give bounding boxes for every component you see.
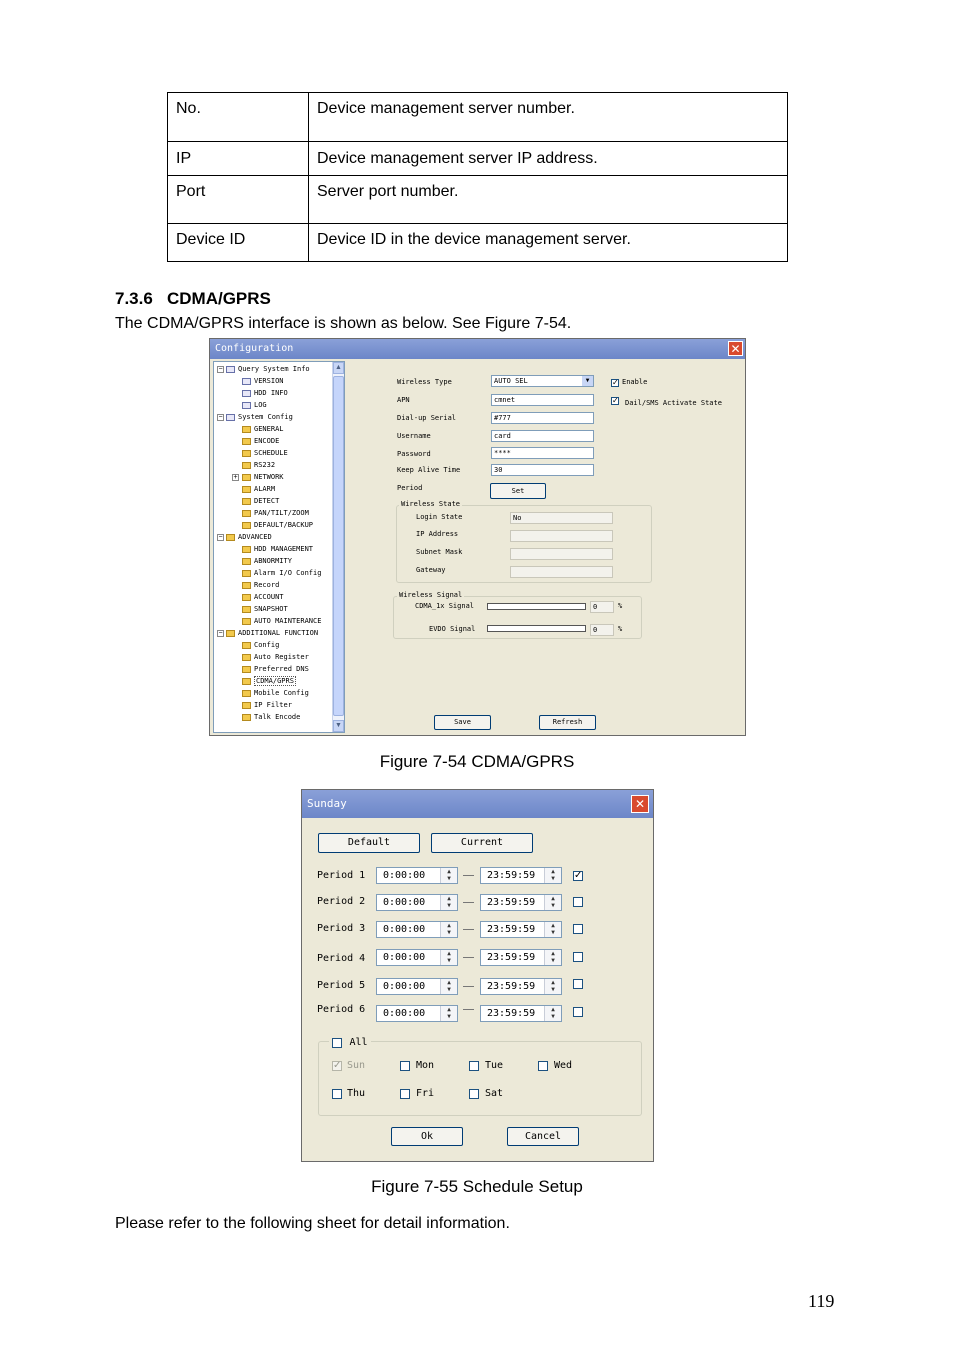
sat-label: Sat bbox=[485, 1088, 504, 1099]
tue-label: Tue bbox=[485, 1060, 504, 1071]
sun-checkbox: ✓ bbox=[333, 1060, 342, 1071]
period-checkbox[interactable]: ✓ bbox=[574, 870, 583, 881]
period-checkbox[interactable] bbox=[573, 924, 583, 934]
start-time-input[interactable]: 0:00:00 ▲ ▼ bbox=[376, 1005, 458, 1022]
schedule-window bbox=[301, 789, 654, 1162]
expand-icon[interactable]: + bbox=[233, 474, 238, 481]
set-button[interactable]: Set bbox=[490, 483, 546, 499]
fri-label: Fri bbox=[416, 1088, 435, 1099]
tree-item-alarm-io[interactable]: Alarm I/O Config bbox=[242, 567, 321, 579]
collapse-icon[interactable]: − bbox=[218, 366, 223, 373]
start-time-input[interactable]: 0:00:00 ▲ ▼ bbox=[376, 921, 458, 938]
fri-checkbox[interactable] bbox=[400, 1089, 410, 1099]
table-cell-desc: Device management server number. bbox=[309, 93, 788, 142]
start-time-input[interactable]: 0:00:00 ▲ ▼ bbox=[376, 949, 458, 966]
gateway-field bbox=[510, 566, 613, 578]
wed-label: Wed bbox=[554, 1060, 573, 1071]
tree-item-detect[interactable]: DETECT bbox=[242, 495, 279, 507]
folder-icon bbox=[242, 570, 251, 577]
enable-label: Enable bbox=[622, 378, 648, 386]
closing-paragraph: Please refer to the following sheet for detail information. bbox=[115, 1215, 510, 1232]
tree-item-auto-register[interactable]: Auto Register bbox=[242, 651, 309, 663]
spinner-icon[interactable]: ▲ ▼ bbox=[544, 895, 561, 910]
period-label: Period 6 bbox=[317, 1004, 366, 1015]
spinner-icon[interactable]: ▲ ▼ bbox=[544, 1006, 561, 1021]
login-state-field: No bbox=[510, 512, 613, 524]
table-cell-name: Device ID bbox=[168, 224, 309, 262]
all-checkbox[interactable] bbox=[332, 1038, 342, 1048]
period-label: Period 4 bbox=[317, 953, 366, 964]
period-label: Period 2 bbox=[317, 896, 366, 907]
scroll-thumb[interactable] bbox=[333, 376, 344, 716]
close-icon[interactable]: ✕ bbox=[631, 795, 649, 813]
cdma-signal-bar bbox=[487, 603, 586, 610]
tree-item-default-backup[interactable]: DEFAULT/BACKUP bbox=[242, 519, 313, 531]
folder-icon bbox=[242, 438, 251, 445]
folder-icon bbox=[226, 366, 235, 373]
ip-address-field bbox=[510, 530, 613, 542]
range-dash bbox=[463, 986, 474, 987]
page-number: 119 bbox=[808, 1291, 835, 1311]
spinner-icon[interactable]: ▲ ▼ bbox=[440, 868, 457, 883]
table-cell-desc: Device ID in the device management server. bbox=[309, 224, 788, 262]
tree-item-hdd-info[interactable]: HDD INFO bbox=[242, 387, 288, 399]
spinner-icon[interactable]: ▲ ▼ bbox=[544, 950, 561, 965]
dail-sms-checkbox[interactable]: ✓ bbox=[612, 396, 619, 405]
period-checkbox[interactable] bbox=[573, 897, 583, 907]
table-row bbox=[168, 93, 788, 142]
dial-serial-input[interactable]: #777 bbox=[491, 412, 594, 424]
range-dash bbox=[463, 1009, 474, 1010]
start-time-input[interactable]: 0:00:00 ▲ ▼ bbox=[376, 978, 458, 995]
folder-icon bbox=[242, 702, 251, 709]
tree-item-snapshot[interactable]: SNAPSHOT bbox=[242, 603, 288, 615]
spinner-icon[interactable]: ▲ ▼ bbox=[544, 922, 561, 937]
folder-icon bbox=[242, 666, 251, 673]
period-label: Period bbox=[397, 484, 423, 492]
spinner-icon[interactable]: ▲ ▼ bbox=[440, 1006, 457, 1021]
folder-icon bbox=[242, 714, 251, 721]
mon-checkbox[interactable] bbox=[400, 1061, 410, 1071]
tree-item-additional-function[interactable]: ADDITIONAL FUNCTION bbox=[226, 627, 318, 639]
percent-label: % bbox=[618, 602, 623, 610]
period-label: Period 1 bbox=[317, 870, 366, 881]
range-dash bbox=[463, 875, 474, 876]
end-time-input[interactable]: 23:59:59 ▲ ▼ bbox=[480, 894, 562, 911]
folder-icon bbox=[242, 522, 251, 529]
chevron-down-icon[interactable]: ▼ bbox=[582, 376, 593, 386]
subnet-mask-label: Subnet Mask bbox=[416, 548, 463, 556]
tue-checkbox[interactable] bbox=[469, 1061, 479, 1071]
tree-item-ip-filter[interactable]: IP Filter bbox=[242, 699, 292, 711]
tree-item-version[interactable]: VERSION bbox=[242, 375, 284, 387]
table-cell-name: IP bbox=[168, 142, 309, 176]
start-time-input[interactable]: 0:00:00 ▲ ▼ bbox=[376, 867, 458, 884]
sun-label: Sun bbox=[347, 1060, 366, 1071]
table-cell-name: No. bbox=[168, 93, 309, 142]
percent-label: % bbox=[618, 625, 623, 633]
folder-icon bbox=[242, 690, 251, 697]
tree-item-log[interactable]: LOG bbox=[242, 399, 267, 411]
folder-icon bbox=[242, 462, 251, 469]
spinner-icon[interactable]: ▲ ▼ bbox=[440, 922, 457, 937]
tree-item-encode[interactable]: ENCODE bbox=[242, 435, 279, 447]
all-label: All bbox=[349, 1037, 368, 1049]
tree-scrollbar[interactable] bbox=[332, 362, 344, 732]
mon-label: Mon bbox=[416, 1060, 435, 1071]
password-input[interactable]: **** bbox=[491, 447, 594, 459]
document-icon bbox=[242, 378, 251, 385]
range-dash bbox=[463, 929, 474, 930]
wireless-type-select[interactable]: AUTO SEL ▼ bbox=[491, 375, 594, 387]
table-row bbox=[168, 142, 788, 176]
folder-icon bbox=[242, 486, 251, 493]
config-tree[interactable] bbox=[213, 361, 345, 733]
folder-icon bbox=[242, 582, 251, 589]
period-label: Period 5 bbox=[317, 980, 366, 991]
table-row bbox=[168, 224, 788, 262]
current-button[interactable]: Current bbox=[431, 833, 533, 853]
apn-input[interactable]: cmnet bbox=[491, 394, 594, 406]
folder-icon bbox=[242, 426, 251, 433]
period-checkbox[interactable] bbox=[573, 952, 583, 962]
section-number: 7.3.6 bbox=[115, 289, 153, 308]
apn-label: APN bbox=[397, 396, 410, 404]
document-icon bbox=[242, 402, 251, 409]
cdma-signal-value: 0 bbox=[590, 601, 614, 613]
folder-icon bbox=[242, 642, 251, 649]
folder-icon bbox=[242, 606, 251, 613]
period-label: Period 3 bbox=[317, 923, 366, 934]
spinner-icon[interactable]: ▲ ▼ bbox=[440, 950, 457, 965]
folder-icon bbox=[242, 450, 251, 457]
dial-serial-label: Dial-up Serial bbox=[397, 414, 457, 422]
days-group bbox=[318, 1041, 642, 1116]
open-folder-icon bbox=[242, 678, 251, 685]
configuration-window bbox=[209, 338, 746, 736]
table-cell-name: Port bbox=[168, 176, 309, 224]
table-cell-desc: Server port number. bbox=[309, 176, 788, 224]
tree-item-advanced[interactable]: ADVANCED bbox=[226, 531, 272, 543]
thu-label: Thu bbox=[347, 1088, 366, 1099]
tree-item-schedule[interactable]: SCHEDULE bbox=[242, 447, 288, 459]
end-time-input[interactable]: 23:59:59 ▲ ▼ bbox=[480, 1005, 562, 1022]
evdo-signal-label: EVDO Signal bbox=[429, 625, 476, 633]
table-cell-desc: Device management server IP address. bbox=[309, 142, 788, 176]
document-icon bbox=[242, 390, 251, 397]
spinner-icon[interactable]: ▲ ▼ bbox=[440, 979, 457, 994]
folder-icon bbox=[242, 510, 251, 517]
tree-item-rs232[interactable]: RS232 bbox=[242, 459, 275, 471]
gateway-label: Gateway bbox=[416, 566, 446, 574]
spinner-icon[interactable]: ▲ ▼ bbox=[440, 895, 457, 910]
cancel-button[interactable]: Cancel bbox=[507, 1127, 579, 1146]
tree-item-general[interactable]: GENERAL bbox=[242, 423, 284, 435]
all-option[interactable] bbox=[329, 1034, 371, 1052]
tree-item-cdma-gprs[interactable]: CDMA/GPRS bbox=[242, 675, 296, 687]
scroll-up-icon[interactable]: ▲ bbox=[333, 362, 344, 374]
evdo-signal-bar bbox=[487, 625, 586, 632]
spinner-icon[interactable]: ▲ ▼ bbox=[544, 868, 561, 883]
tree-item-account[interactable]: ACCOUNT bbox=[242, 591, 284, 603]
tree-item-query[interactable]: Query System Info bbox=[226, 363, 310, 375]
end-time-input[interactable]: 23:59:59 ▲ ▼ bbox=[480, 867, 562, 884]
folder-icon bbox=[242, 546, 251, 553]
collapse-icon[interactable]: − bbox=[218, 534, 223, 541]
end-time-input[interactable]: 23:59:59 ▲ ▼ bbox=[480, 978, 562, 995]
tree-item-record[interactable]: Record bbox=[242, 579, 279, 591]
start-time-input[interactable]: 0:00:00 ▲ ▼ bbox=[376, 894, 458, 911]
tree-item-abnormity[interactable]: ABNORMITY bbox=[242, 555, 292, 567]
ip-address-label: IP Address bbox=[416, 530, 459, 538]
spinner-icon[interactable]: ▲ ▼ bbox=[544, 979, 561, 994]
tree-item-pan-tilt-zoom[interactable]: PAN/TILT/ZOOM bbox=[242, 507, 309, 519]
tree-item-talk-encode[interactable]: Talk Encode bbox=[242, 711, 300, 723]
section-title: CDMA/GPRS bbox=[166, 289, 271, 308]
tree-item-mobile-config[interactable]: Mobile Config bbox=[242, 687, 309, 699]
folder-icon bbox=[226, 414, 235, 421]
figure-caption-1: Figure 7-54 CDMA/GPRS bbox=[379, 752, 575, 771]
thu-checkbox[interactable] bbox=[332, 1089, 342, 1099]
tree-item-alarm[interactable]: ALARM bbox=[242, 483, 275, 495]
table-row bbox=[168, 176, 788, 224]
collapse-icon[interactable]: − bbox=[218, 414, 223, 421]
enable-checkbox[interactable]: ✓ bbox=[612, 378, 619, 387]
folder-icon bbox=[242, 618, 251, 625]
username-input[interactable]: card bbox=[491, 430, 594, 442]
folder-icon bbox=[242, 654, 251, 661]
default-button[interactable]: Default bbox=[318, 833, 420, 853]
definition-table bbox=[167, 92, 788, 262]
tree-item-auto-maintenance[interactable]: AUTO MAINTERANCE bbox=[242, 615, 321, 627]
figure-caption-2: Figure 7-55 Schedule Setup bbox=[371, 1177, 583, 1196]
range-dash bbox=[463, 957, 474, 958]
login-state-label: Login State bbox=[416, 513, 463, 521]
wed-checkbox[interactable] bbox=[538, 1061, 548, 1071]
window-title: Sunday bbox=[302, 790, 653, 818]
gear-folder-icon bbox=[226, 534, 235, 541]
tree-item-network[interactable]: NETWORK bbox=[242, 471, 284, 483]
username-label: Username bbox=[397, 432, 431, 440]
evdo-signal-value: 0 bbox=[590, 624, 614, 636]
folder-icon bbox=[242, 558, 251, 565]
folder-icon bbox=[242, 594, 251, 601]
cdma-signal-label: CDMA_1x Signal bbox=[415, 602, 475, 610]
window-title: Configuration bbox=[210, 339, 745, 359]
folder-icon bbox=[242, 498, 251, 505]
save-button[interactable]: Save bbox=[434, 715, 491, 730]
end-time-input[interactable]: 23:59:59 ▲ ▼ bbox=[480, 921, 562, 938]
tree-item-hdd-management[interactable]: HDD MANAGEMENT bbox=[242, 543, 313, 555]
close-icon[interactable]: ✕ bbox=[728, 341, 743, 356]
wireless-state-title: Wireless State bbox=[401, 500, 461, 508]
folder-icon bbox=[226, 630, 235, 637]
folder-icon bbox=[242, 474, 251, 481]
scroll-down-icon[interactable]: ▼ bbox=[333, 720, 344, 732]
keep-alive-input[interactable]: 30 bbox=[491, 464, 594, 476]
tree-item-system-config[interactable]: System Config bbox=[226, 411, 293, 423]
collapse-icon[interactable]: − bbox=[218, 630, 223, 637]
wireless-type-label: Wireless Type bbox=[397, 378, 452, 386]
ok-button[interactable]: Ok bbox=[391, 1127, 463, 1146]
section-heading bbox=[115, 289, 271, 309]
subnet-mask-field bbox=[510, 548, 613, 560]
period-checkbox[interactable] bbox=[573, 979, 583, 989]
end-time-input[interactable]: 23:59:59 ▲ ▼ bbox=[480, 949, 562, 966]
tree-item-preferred-dns[interactable]: Preferred DNS bbox=[242, 663, 309, 675]
password-label: Password bbox=[397, 450, 431, 458]
refresh-button[interactable]: Refresh bbox=[539, 715, 596, 730]
keep-alive-label: Keep Alive Time bbox=[397, 466, 461, 474]
dail-sms-label: Dail/SMS Activate State bbox=[625, 399, 722, 407]
intro-text: The CDMA/GPRS interface is shown as below. See Figure 7-54. bbox=[115, 315, 572, 332]
wireless-signal-title: Wireless Signal bbox=[399, 591, 463, 599]
tree-item-config[interactable]: Config bbox=[242, 639, 279, 651]
range-dash bbox=[463, 902, 474, 903]
period-checkbox[interactable] bbox=[573, 1007, 583, 1017]
sat-checkbox[interactable] bbox=[469, 1089, 479, 1099]
